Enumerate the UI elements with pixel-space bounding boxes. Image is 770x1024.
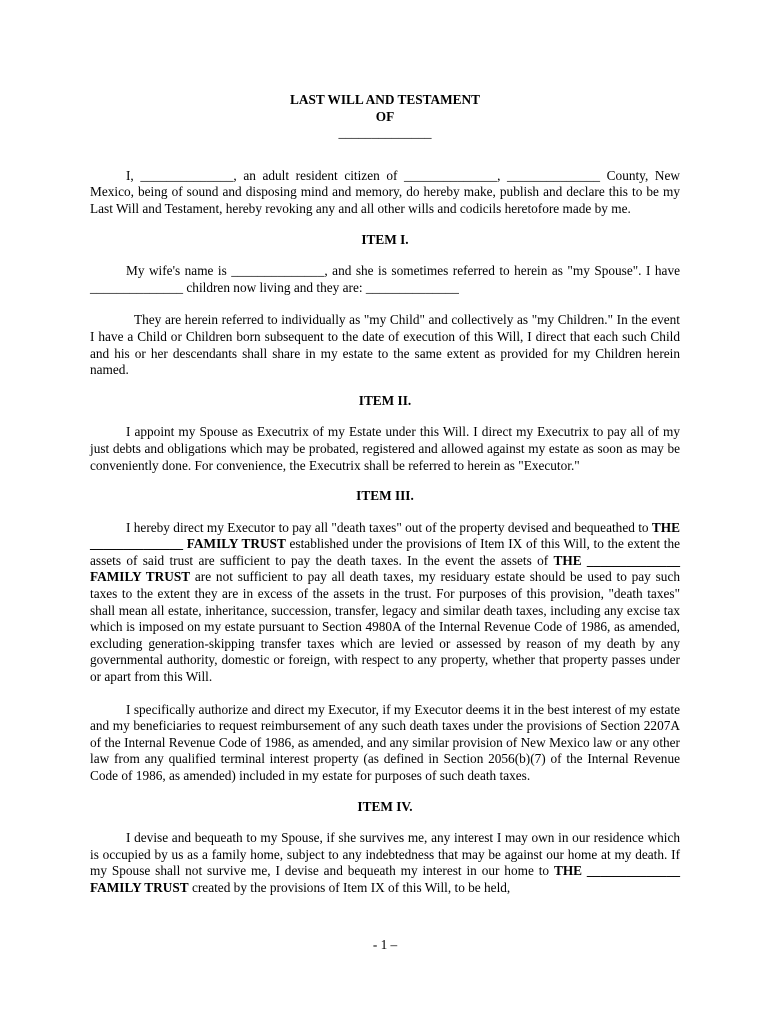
item-3-heading: ITEM III.: [356, 488, 414, 504]
item-4-paragraph-1: [90, 830, 680, 896]
item-1-heading: ITEM I.: [361, 231, 409, 247]
document-title: LAST WILL AND TESTAMENT: [289, 92, 481, 107]
item-4-heading: ITEM IV.: [357, 798, 413, 814]
item-2-paragraph-1: I appoint my Spouse as Executrix of my Estate under this Will. I direct my Executrix to pay all of my just debts and obligations which may be probated, registered and allowed against my estate as soon as may be conveniently done. For convenience, the Executrix shall be referred to herein as "Executor.": [90, 424, 680, 473]
document-title-of: OF: [375, 108, 395, 124]
item-3-paragraph-1: [90, 520, 680, 686]
family-trust-name-3: THE ______________ FAMILY TRUST: [90, 863, 680, 895]
item-4-text-b: created by the provisions of Item IX of this Will, to be held,: [188, 879, 511, 895]
item-2-heading: ITEM II.: [358, 392, 412, 408]
item-3-text-c: are not sufficient to pay all death taxes, my residuary estate should be used to pay such taxes to the extent they are in excess of the assets in the trust. For purposes of this provision, "death taxes" shall mean all estate, inheritance, succession, transfer, legacy and similar death taxes, including any excise tax which is imposed on my estate pursuant to Section 4980A of the Internal Revenue Code of 1986, as amended, excluding generation-skipping transfer taxes which are levied or assessed by reason of my death by any governmental authority, domestic or foreign, with respect to any property, whether that property passes under or apart from this Will.: [90, 569, 680, 685]
family-trust-name-1: THE ______________ FAMILY TRUST: [90, 519, 680, 552]
item-3-text-b: established under the provisions of Item IX of this Will, to the extent the assets of said trust are sufficient to pay the death taxes. In the event the assets of: [90, 536, 680, 568]
family-trust-name-2: THE ______________ FAMILY TRUST: [90, 552, 680, 585]
item-3-text-a: I hereby direct my Executor to pay all "death taxes" out of the property devised and bequeathed to: [126, 519, 652, 535]
item-1-paragraph-2: They are herein referred to individually as "my Child" and collectively as "my Children." In the event I have a Child or Children born subsequent to the date of execution of this Will, I direct that each such Child and his or her descendants shall share in my estate to the same extent as provided for my Children herein named.: [90, 312, 680, 378]
item-1-paragraph-1: My wife's name is ______________, and she is sometimes referred to herein as "my Spouse". I have ______________ children now living and they are: ______________: [90, 263, 680, 295]
testator-name-blank: ______________: [338, 125, 432, 141]
item-4-text-a: I devise and bequeath to my Spouse, if she survives me, any interest I may own in our residence which is occupied by us as a family home, subject to any indebtedness that may be against our home at my death. If my Spouse shall not survive me, I devise and bequeath my interest in our home to: [90, 830, 680, 879]
item-3-paragraph-2: I specifically authorize and direct my Executor, if my Executor deems it in the best interest of my estate and my beneficiaries to request reimbursement of any such death taxes under the provisions of Section 2207A of the Internal Revenue Code of 1986, as amended, and any similar provision of New Mexico law or any other law from any qualified terminal interest property (as defined in Section 2056(b)(7) of the Internal Revenue Code of 1986, as amended) included in my estate for purposes of such death taxes.: [90, 701, 680, 783]
intro-paragraph: I, ______________, an adult resident citizen of ______________, ______________ County, New Mexico, being of sound and disposing mind and memory, do hereby make, publish and declare this to be my Last Will and Testament, hereby revoking any and all other wills and codicils heretofore made by me.: [90, 167, 680, 216]
page-number: - 1 –: [372, 937, 398, 952]
